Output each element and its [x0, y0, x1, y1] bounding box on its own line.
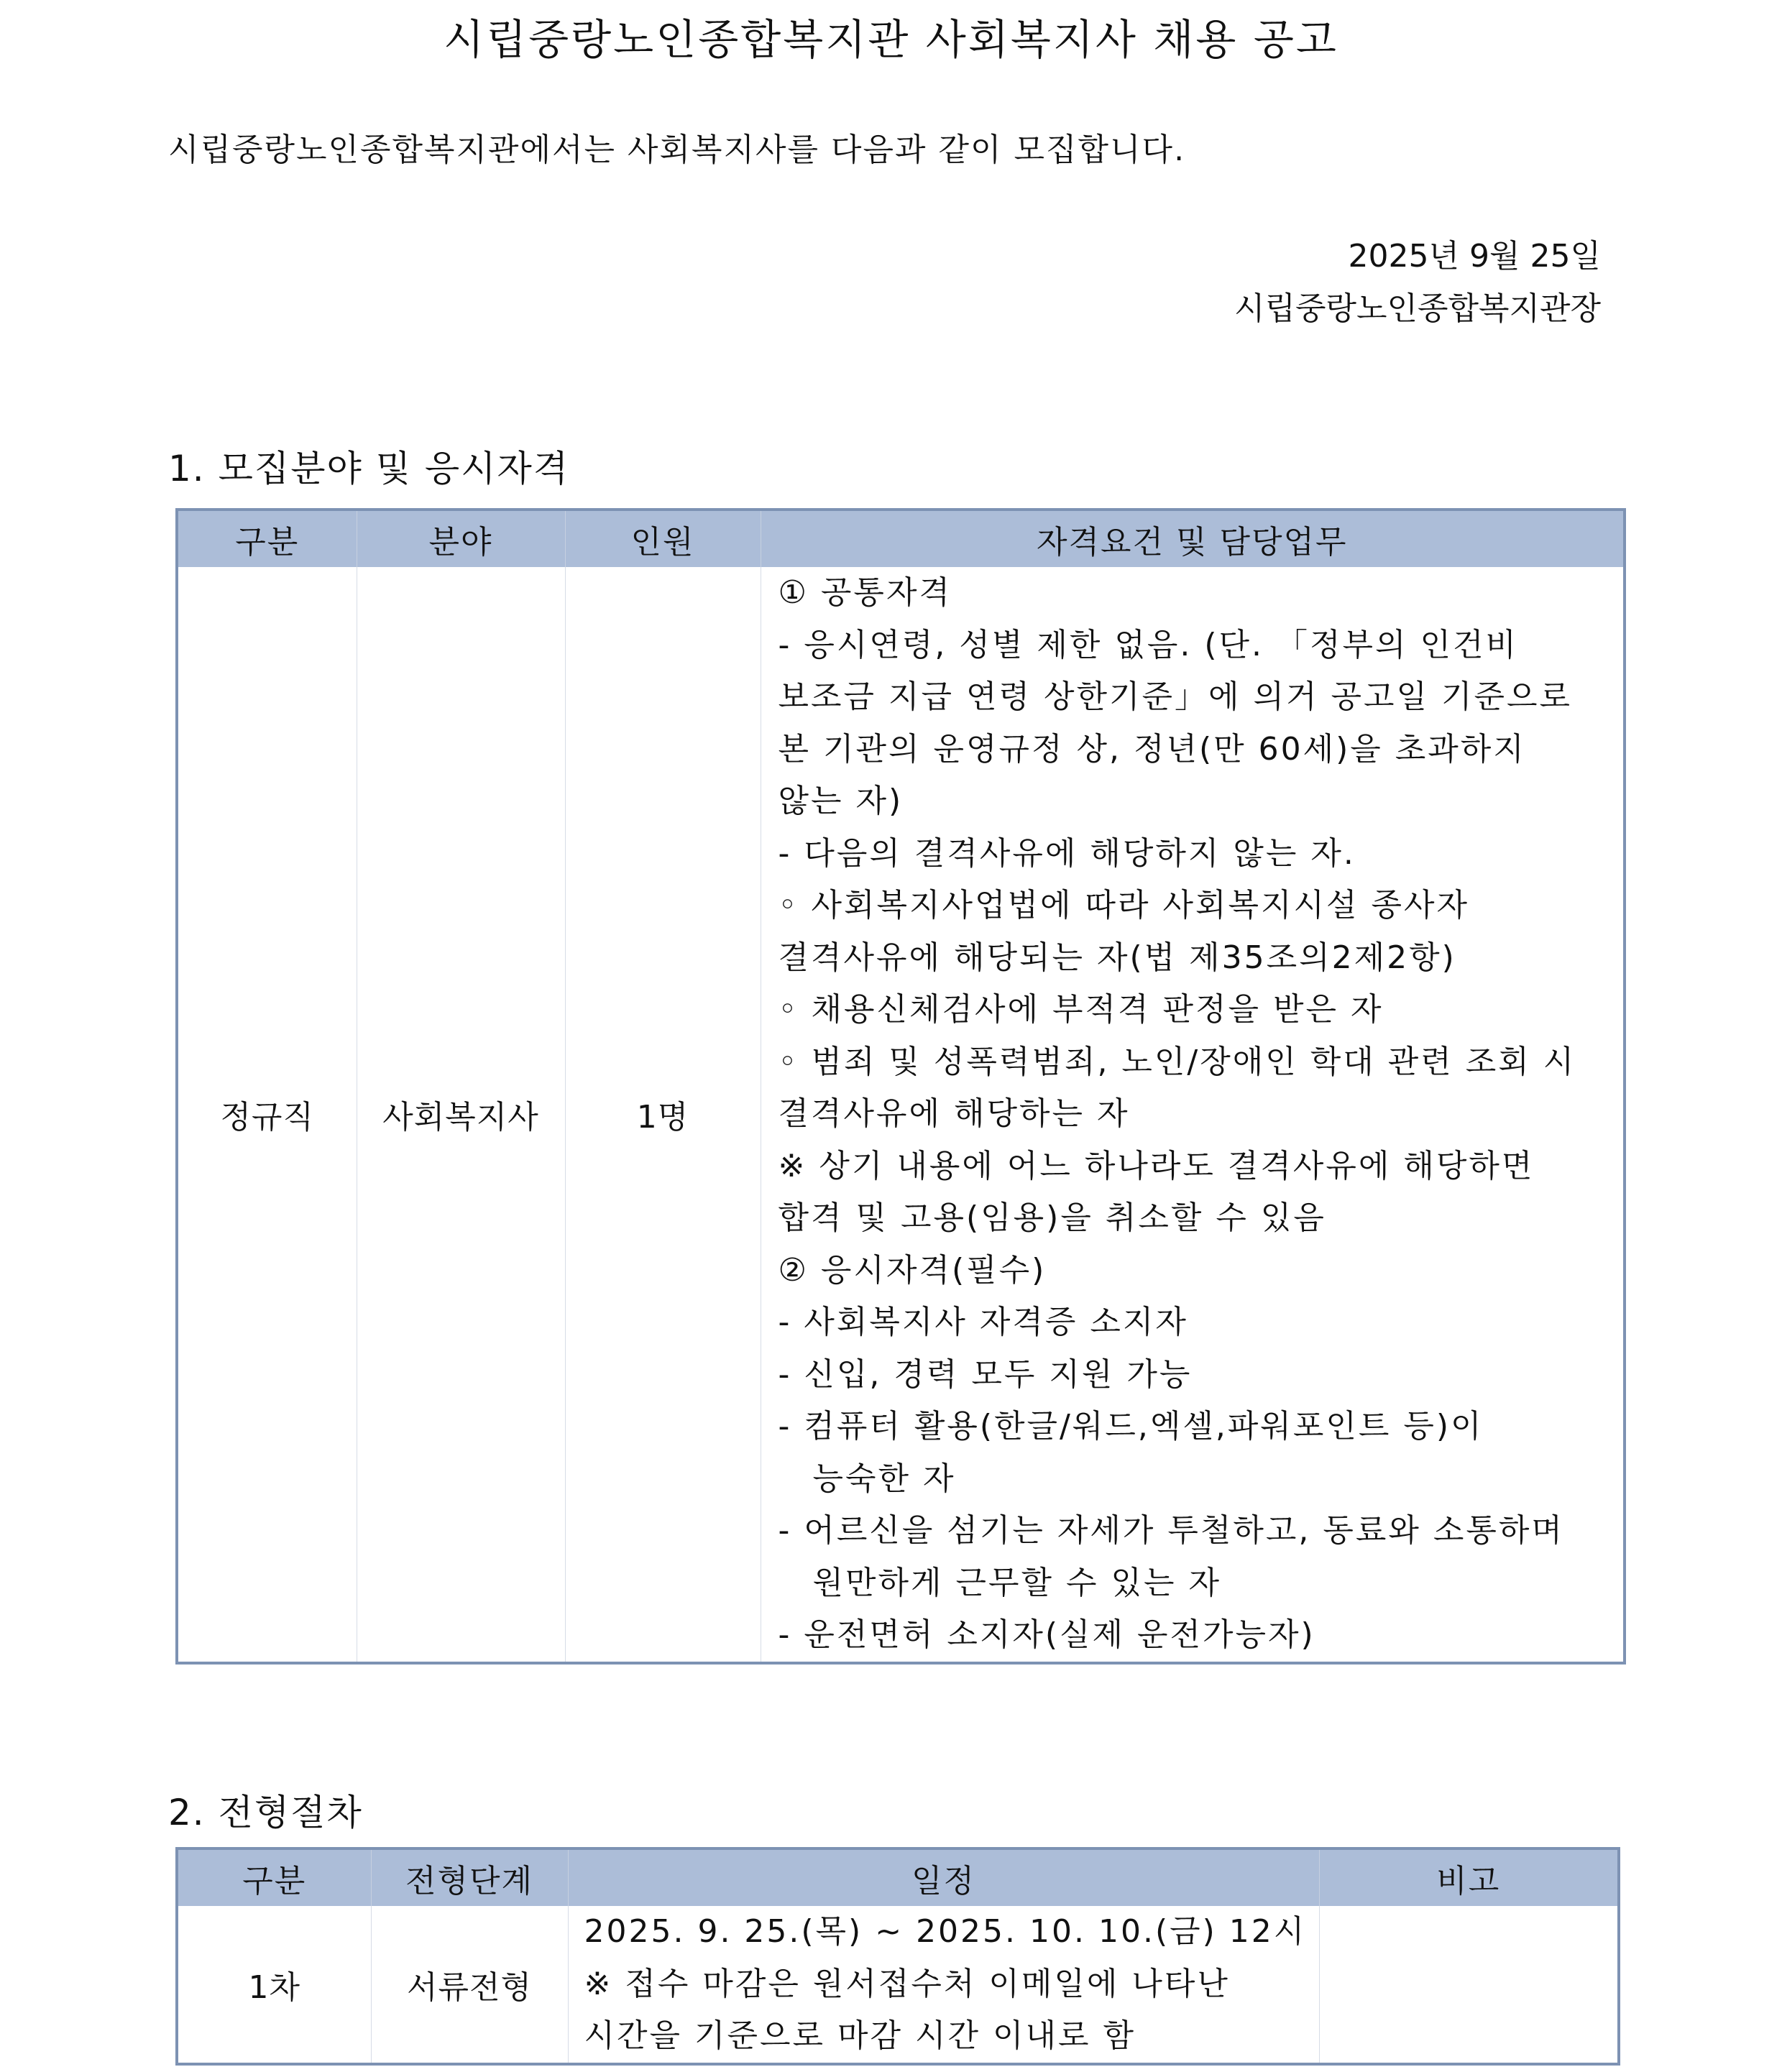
- header-note: 비고: [1319, 1848, 1619, 1906]
- round: 1차: [177, 1906, 371, 2064]
- requirement-line: - 컴퓨터 활용(한글/워드,엑셀,파워포인트 등)이: [778, 1408, 1484, 1445]
- requirement-line: ※ 상기 내용에 어느 하나라도 결격사유에 해당하면: [778, 1147, 1535, 1184]
- schedule-cell: [568, 1906, 1319, 2064]
- employment-type: 정규직: [177, 567, 357, 1663]
- requirement-line: 합격 및 고용(임용)을 취소할 수 있음: [778, 1200, 1326, 1236]
- table-header-row: [177, 1848, 1619, 1906]
- requirement-line: 결격사유에 해당되는 자(법 제35조의2제2항): [778, 939, 1456, 976]
- intro-text: 시립중랑노인종합복지관에서는 사회복지사를 다음과 같이 모집합니다.: [168, 132, 1186, 168]
- note: [1319, 1906, 1619, 2064]
- schedule-line: 시간을 기준으로 마감 시간 이내로 함: [584, 2017, 1136, 2054]
- requirement-line: ◦ 사회복지사업법에 따라 사회복지시설 종사자: [778, 887, 1469, 924]
- requirement-line: 본 기관의 운영규정 상, 정년(만 60세)을 초과하지: [778, 730, 1526, 768]
- stage: 서류전형: [371, 1906, 568, 2064]
- table-row: [177, 1906, 1619, 2064]
- requirement-line: 않는 자): [778, 783, 904, 819]
- header-requirements: 자격요건 및 담당업무: [761, 510, 1625, 567]
- headcount: 1명: [565, 567, 761, 1663]
- requirement-line: - 운전면허 소지자(실제 운전가능자): [778, 1616, 1315, 1653]
- table-header-row: [177, 510, 1625, 567]
- issuer-name: 시립중랑노인종합복지관장: [1234, 290, 1601, 327]
- requirement-line: ① 공통자격: [778, 574, 952, 611]
- requirement-line: - 어르신을 섬기는 자세가 투철하고, 동료와 소통하며: [778, 1512, 1564, 1549]
- requirement-line: 능숙한 자: [812, 1460, 956, 1497]
- header-schedule: 일정: [568, 1848, 1319, 1906]
- requirement-line: ◦ 채용신체검사에 부적격 판정을 받은 자: [778, 991, 1384, 1028]
- header-type: 구분: [177, 510, 357, 567]
- requirement-line: 보조금 지급 연령 상한기준」에 의거 공고일 기준으로: [778, 678, 1572, 715]
- requirement-line: - 다음의 결격사유에 해당하지 않는 자.: [778, 834, 1356, 872]
- header-stage: 전형단계: [371, 1848, 568, 1906]
- requirement-line: - 응시연령, 성별 제한 없음. (단. 「정부의 인건비: [778, 626, 1518, 663]
- requirement-line: ◦ 범죄 및 성폭력범죄, 노인/장애인 학대 관련 조회 시: [778, 1043, 1576, 1080]
- requirement-line: 결격사유에 해당하는 자: [778, 1095, 1130, 1132]
- notice-date: 2025년 9월 25일: [1348, 238, 1601, 275]
- recruitment-table: [175, 508, 1626, 1664]
- requirement-line: 원만하게 근무할 수 있는 자: [812, 1564, 1221, 1601]
- header-count: 인원: [565, 510, 761, 567]
- section-heading-procedure: 2. 전형절차: [168, 1792, 363, 1833]
- requirements-cell: [761, 567, 1625, 1663]
- header-round: 구분: [177, 1848, 371, 1906]
- requirement-line: - 사회복지사 자격증 소지자: [778, 1304, 1188, 1340]
- header-field: 분야: [357, 510, 565, 567]
- procedure-table: [175, 1847, 1620, 2066]
- schedule-line: ※ 접수 마감은 원서접수처 이메일에 나타난: [584, 1965, 1230, 2002]
- schedule-line: 2025. 9. 25.(목) ~ 2025. 10. 10.(금) 12시: [584, 1913, 1307, 1950]
- table-row: [177, 567, 1625, 1663]
- requirement-line: ② 응시자격(필수): [778, 1251, 1047, 1289]
- page-title: 시립중랑노인종합복지관 사회복지사 채용 공고: [444, 15, 1338, 64]
- section-heading-recruitment: 1. 모집분야 및 응시자격: [168, 448, 570, 489]
- job-field: 사회복지사: [357, 567, 565, 1663]
- requirement-line: - 신입, 경력 모두 지원 가능: [778, 1355, 1193, 1393]
